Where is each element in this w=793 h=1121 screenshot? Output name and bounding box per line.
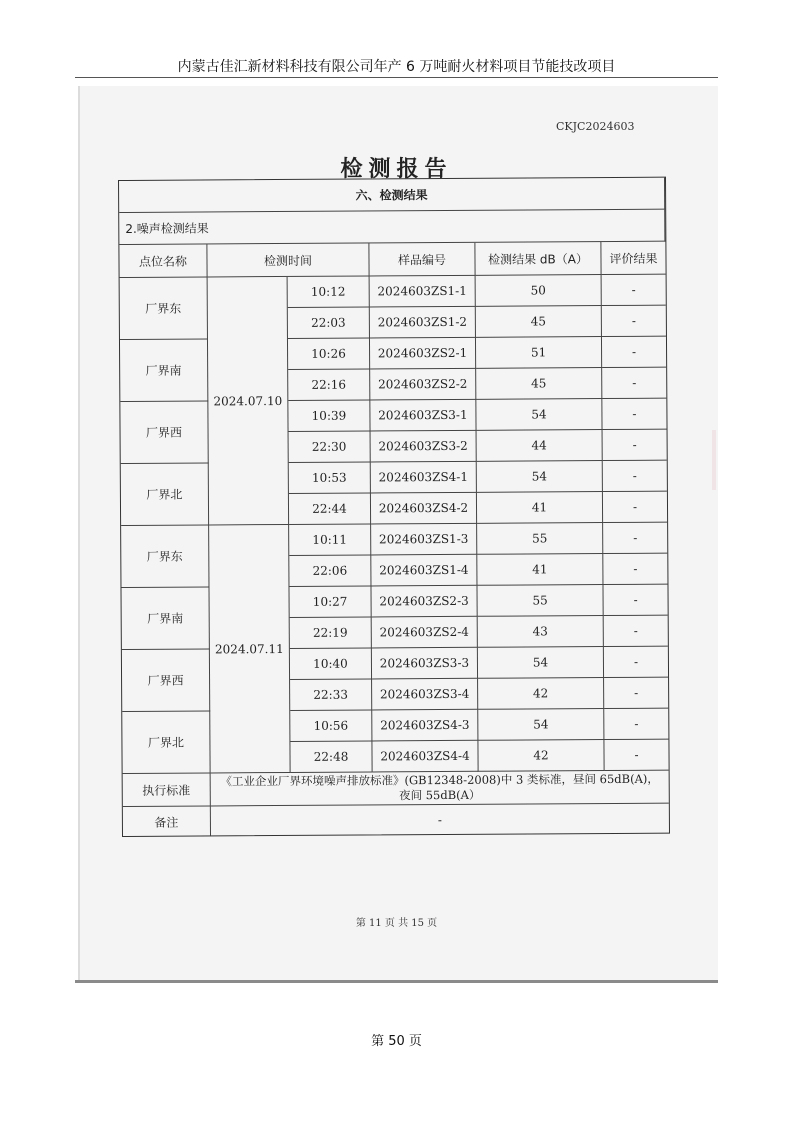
evaluation-cell: -: [603, 523, 667, 554]
column-header-evaluation: 评价结果: [601, 242, 665, 275]
time-cell: 10:39: [288, 400, 370, 432]
time-cell: 10:53: [289, 462, 371, 494]
evaluation-cell: -: [602, 337, 666, 368]
time-cell: 10:12: [288, 276, 370, 308]
column-header-sample: 样品编号: [369, 243, 475, 277]
result-cell: 41: [477, 492, 603, 524]
result-cell: 55: [477, 585, 603, 617]
location-cell: 厂界东: [120, 277, 208, 340]
location-cell: 厂界西: [120, 401, 208, 464]
evaluation-cell: -: [602, 399, 666, 430]
time-cell: 10:26: [288, 338, 370, 370]
section-title: 六、检测结果: [119, 178, 665, 213]
result-cell: 45: [476, 368, 602, 400]
column-header-result: 检测结果 dB（A）: [475, 242, 601, 276]
sample-cell: 2024603ZS4-2: [371, 493, 477, 525]
result-cell: 41: [477, 554, 603, 586]
result-cell: 51: [476, 337, 602, 369]
evaluation-cell: -: [602, 368, 666, 399]
sample-cell: 2024603ZS1-2: [370, 307, 476, 339]
remark-label: 备注: [123, 806, 211, 837]
evaluation-cell: -: [604, 616, 668, 647]
evaluation-cell: -: [604, 678, 668, 709]
sample-cell: 2024603ZS1-4: [371, 555, 477, 587]
remark-value: -: [437, 813, 442, 828]
time-cell: 22:19: [290, 617, 372, 649]
header-rule: [75, 77, 718, 78]
result-cell: 42: [478, 678, 604, 710]
standard-label: 执行标准: [123, 773, 211, 807]
sample-cell: 2024603ZS3-2: [371, 431, 477, 463]
result-cell: 44: [477, 430, 603, 462]
location-cell: 厂界东: [121, 525, 209, 588]
location-cell: 厂界北: [122, 711, 210, 774]
time-cell: 22:03: [288, 307, 370, 339]
result-cell: 55: [477, 523, 603, 555]
sample-cell: 2024603ZS1-1: [370, 276, 476, 308]
location-cell: 厂界西: [122, 649, 210, 712]
location-cell: 厂界南: [120, 339, 208, 402]
result-cell: 42: [478, 740, 604, 772]
sample-cell: 2024603ZS2-2: [370, 369, 476, 401]
sample-cell: 2024603ZS3-3: [372, 648, 478, 680]
time-cell: 22:30: [289, 431, 371, 463]
sample-cell: 2024603ZS2-3: [371, 586, 477, 618]
scan-bottom-edge: [75, 980, 718, 983]
page-number: 第 50 页: [371, 1034, 422, 1049]
date-cell: 2024.07.11: [209, 525, 291, 773]
result-cell: 54: [476, 399, 602, 431]
sample-cell: 2024603ZS4-1: [371, 462, 477, 494]
time-cell: 22:33: [290, 679, 372, 711]
result-cell: 43: [478, 616, 604, 648]
time-cell: 10:40: [290, 648, 372, 680]
subsection-title: 2.噪声检测结果: [119, 210, 665, 245]
sample-cell: 2024603ZS1-3: [371, 524, 477, 556]
document-header: 内蒙古佳汇新材料科技有限公司年产 6 万吨耐火材料项目节能技改项目: [177, 59, 616, 75]
column-header-time: 检测时间: [207, 243, 369, 277]
time-cell: 22:06: [289, 555, 371, 587]
column-header-location: 点位名称: [119, 244, 207, 278]
time-cell: 10:56: [290, 710, 372, 742]
report-title: 检测报告: [340, 157, 453, 182]
sample-cell: 2024603ZS3-4: [372, 679, 478, 711]
time-cell: 10:27: [289, 586, 371, 618]
evaluation-cell: -: [603, 492, 667, 523]
scan-stamp-mark: [712, 430, 716, 490]
location-cell: 厂界南: [121, 587, 209, 650]
time-cell: 22:16: [288, 369, 370, 401]
sample-cell: 2024603ZS2-1: [370, 338, 476, 370]
sample-cell: 2024603ZS4-4: [372, 741, 478, 773]
date-cell: 2024.07.10: [208, 277, 290, 525]
evaluation-cell: -: [604, 647, 668, 678]
evaluation-cell: -: [604, 709, 668, 740]
time-cell: 10:11: [289, 524, 371, 556]
time-cell: 22:44: [289, 493, 371, 525]
inner-page-number: 第 11 页 共 15 页: [355, 918, 438, 929]
result-cell: 54: [478, 647, 604, 679]
time-cell: 22:48: [290, 741, 372, 773]
location-cell: 厂界北: [121, 463, 209, 526]
standard-value: [211, 771, 669, 807]
evaluation-cell: -: [603, 554, 667, 585]
result-cell: 45: [476, 306, 602, 338]
evaluation-cell: -: [603, 430, 667, 461]
result-cell: 54: [477, 461, 603, 493]
noise-results-table: [118, 177, 670, 837]
evaluation-cell: -: [603, 461, 667, 492]
result-cell: 50: [476, 275, 602, 307]
sample-cell: 2024603ZS3-1: [370, 400, 476, 432]
sample-cell: 2024603ZS4-3: [372, 710, 478, 742]
scan-edge: [78, 86, 80, 982]
evaluation-cell: -: [602, 306, 666, 337]
standard-line-1: 《工业企业厂界环境噪声排放标准》(GB12348-2008)中 3 类标准，昼间 65dB(A)，: [220, 771, 659, 789]
report-code: CKJC2024603: [556, 120, 635, 133]
standard-line-2: 夜间 55dB(A）: [399, 787, 481, 803]
result-cell: 54: [478, 709, 604, 741]
sample-cell: 2024603ZS2-4: [372, 617, 478, 649]
evaluation-cell: -: [602, 275, 666, 306]
evaluation-cell: -: [603, 585, 667, 616]
evaluation-cell: -: [604, 740, 668, 771]
